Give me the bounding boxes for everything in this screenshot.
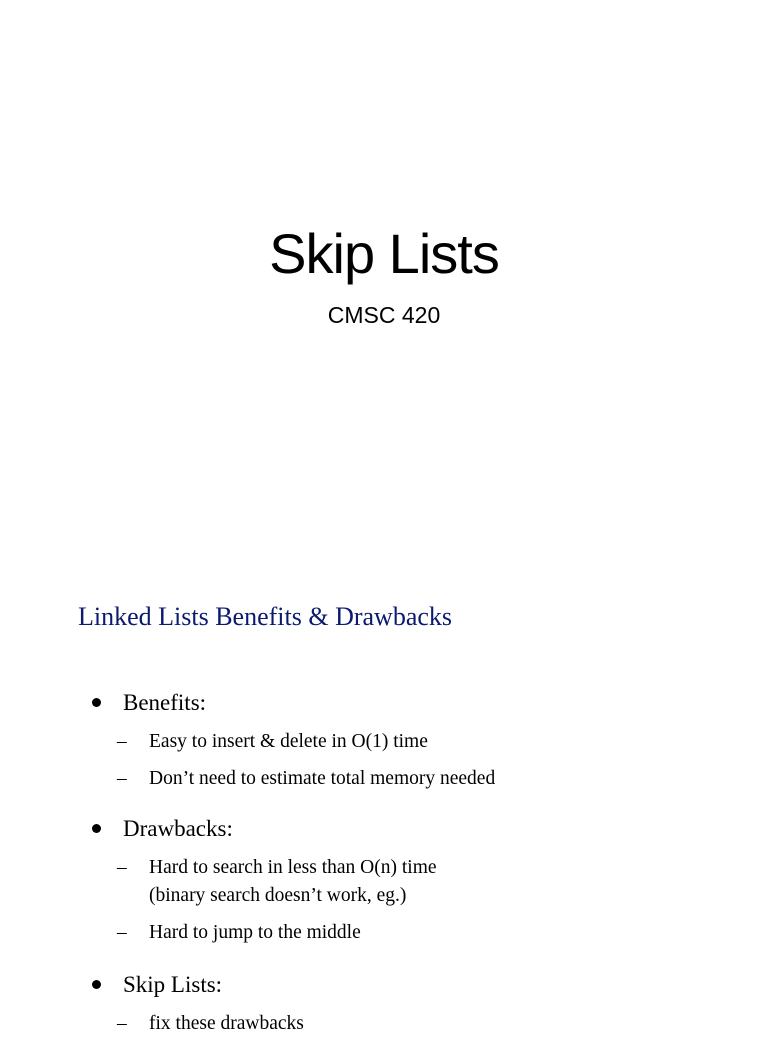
sub-item-text: Hard to search in less than O(n) time (149, 857, 437, 878)
bullet-dot (92, 980, 101, 989)
content-heading: Linked Lists Benefits & Drawbacks (78, 602, 453, 631)
sub-item-text: Hard to jump to the middle (149, 922, 361, 943)
dash-marker: – (117, 731, 127, 752)
dash-marker: – (117, 922, 127, 943)
dash-marker: – (117, 857, 127, 878)
bullet-dot (92, 824, 101, 833)
sub-item-text: Don’t need to estimate total memory needed (149, 768, 496, 789)
bullet-label: Skip Lists: (123, 972, 223, 997)
sub-item-text: fix these drawbacks (149, 1013, 304, 1034)
dash-marker: – (117, 1013, 127, 1034)
dash-marker: – (117, 768, 127, 789)
bullet-dot (92, 698, 101, 707)
sub-item-text: (binary search doesn’t work, eg.) (149, 885, 407, 906)
bullet-label: Benefits: (123, 690, 207, 715)
course-code: CMSC 420 (327, 302, 441, 328)
slide-title: Skip Lists (269, 222, 499, 285)
bullet-label: Drawbacks: (123, 816, 233, 841)
sub-item-text: Easy to insert & delete in O(1) time (149, 731, 428, 752)
